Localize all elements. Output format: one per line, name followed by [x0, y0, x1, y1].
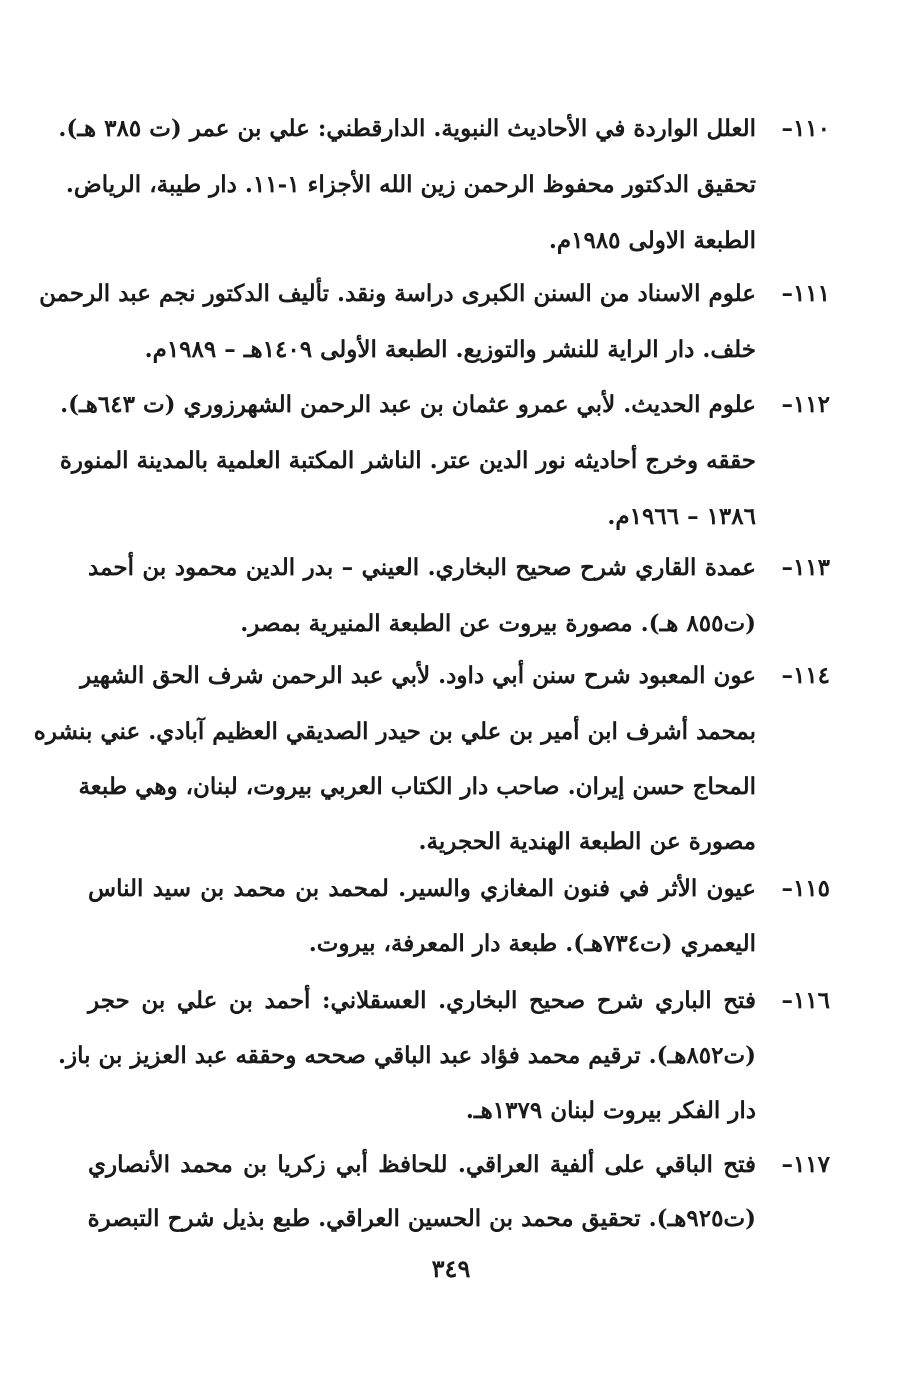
entry-line: تحقيق الدكتور محفوظ الرحمن زين الله الأجزاء ١-١١. دار طيبة، الرياض. [65, 171, 756, 198]
entry-line: الطبعة الاولى ١٩٨٥م. [548, 227, 756, 254]
entry-number: ١١٦– [781, 987, 830, 1014]
entry-line: العلل الواردة في الأحاديث النبوية. الدارقطني: علي بن عمر (ت ٣٨٥ هـ). [58, 115, 756, 142]
entry-line: (ت٩٢٥هـ). تحقيق محمد بن الحسين العراقي. طبع بذيل شرح التبصرة [87, 1205, 756, 1232]
entry-line: المحاج حسن إيران. صاحب دار الكتاب العربي بيروت، لبنان، وهي طبعة [78, 773, 756, 800]
entry-line: عون المعبود شرح سنن أبي داود. لأبي عبد الرحمن شرف الحق الشهير [80, 662, 756, 689]
entry-line: دار الفكر بيروت لبنان ١٣٧٩هـ. [465, 1097, 756, 1124]
entry-line: اليعمري (ت٧٣٤هـ). طبعة دار المعرفة، بيروت. [308, 930, 756, 957]
entry-line: فتح الباقي على ألفية العراقي. للحافظ أبي زكريا بن محمد الأنصاري [88, 1151, 756, 1178]
entry-line: عمدة القاري شرح صحيح البخاري. العيني – بدر الدين محمود بن أحمد [88, 554, 756, 581]
entry-line: مصورة عن الطبعة الهندية الحجرية. [418, 828, 756, 855]
entry-line: خلف. دار الراية للنشر والتوزيع. الطبعة الأولى ١٤٠٩هـ – ١٩٨٩م. [144, 336, 756, 363]
entry-line: حققه وخرج أحاديثه نور الدين عتر. الناشر المكتبة العلمية بالمدينة المنورة [59, 447, 756, 474]
entry-number: ١١٢– [781, 391, 830, 418]
entry-line: عيون الأثر في فنون المغازي والسير. لمحمد بن محمد بن سيد الناس [88, 875, 756, 902]
page-number: ٣٤٩ [431, 1254, 471, 1283]
entry-line: علوم الاسناد من السنن الكبرى دراسة ونقد. تأليف الدكتور نجم عبد الرحمن [39, 280, 756, 307]
entry-number: ١١٥– [781, 875, 830, 902]
entry-number: ١١٣– [781, 554, 830, 581]
entry-number: ١١٧– [781, 1151, 830, 1178]
entry-number: ١١١– [781, 280, 830, 307]
entry-line: ١٣٨٦ – ١٩٦٦م. [607, 503, 756, 530]
entry-line: (ت٨٥٢هـ). ترقيم محمد فؤاد عبد الباقي صححه وحققه عبد العزيز بن باز. [58, 1042, 756, 1069]
entry-line: علوم الحديث. لأبي عمرو عثمان بن عبد الرحمن الشهرزوري (ت ٦٤٣هـ). [60, 391, 756, 418]
entry-number: ١١٤– [781, 662, 830, 689]
entry-line: فتح الباري شرح صحيح البخاري. العسقلاني: أحمد بن علي بن حجر [88, 987, 756, 1014]
entry-line: (ت٨٥٥ هـ). مصورة بيروت عن الطبعة المنيرية بمصر. [240, 610, 756, 637]
entry-line: بمحمد أشرف ابن أمير بن علي بن حيدر الصديقي العظيم آبادي. عني بنشره [33, 718, 756, 745]
entry-number: ١١٠– [781, 115, 830, 142]
